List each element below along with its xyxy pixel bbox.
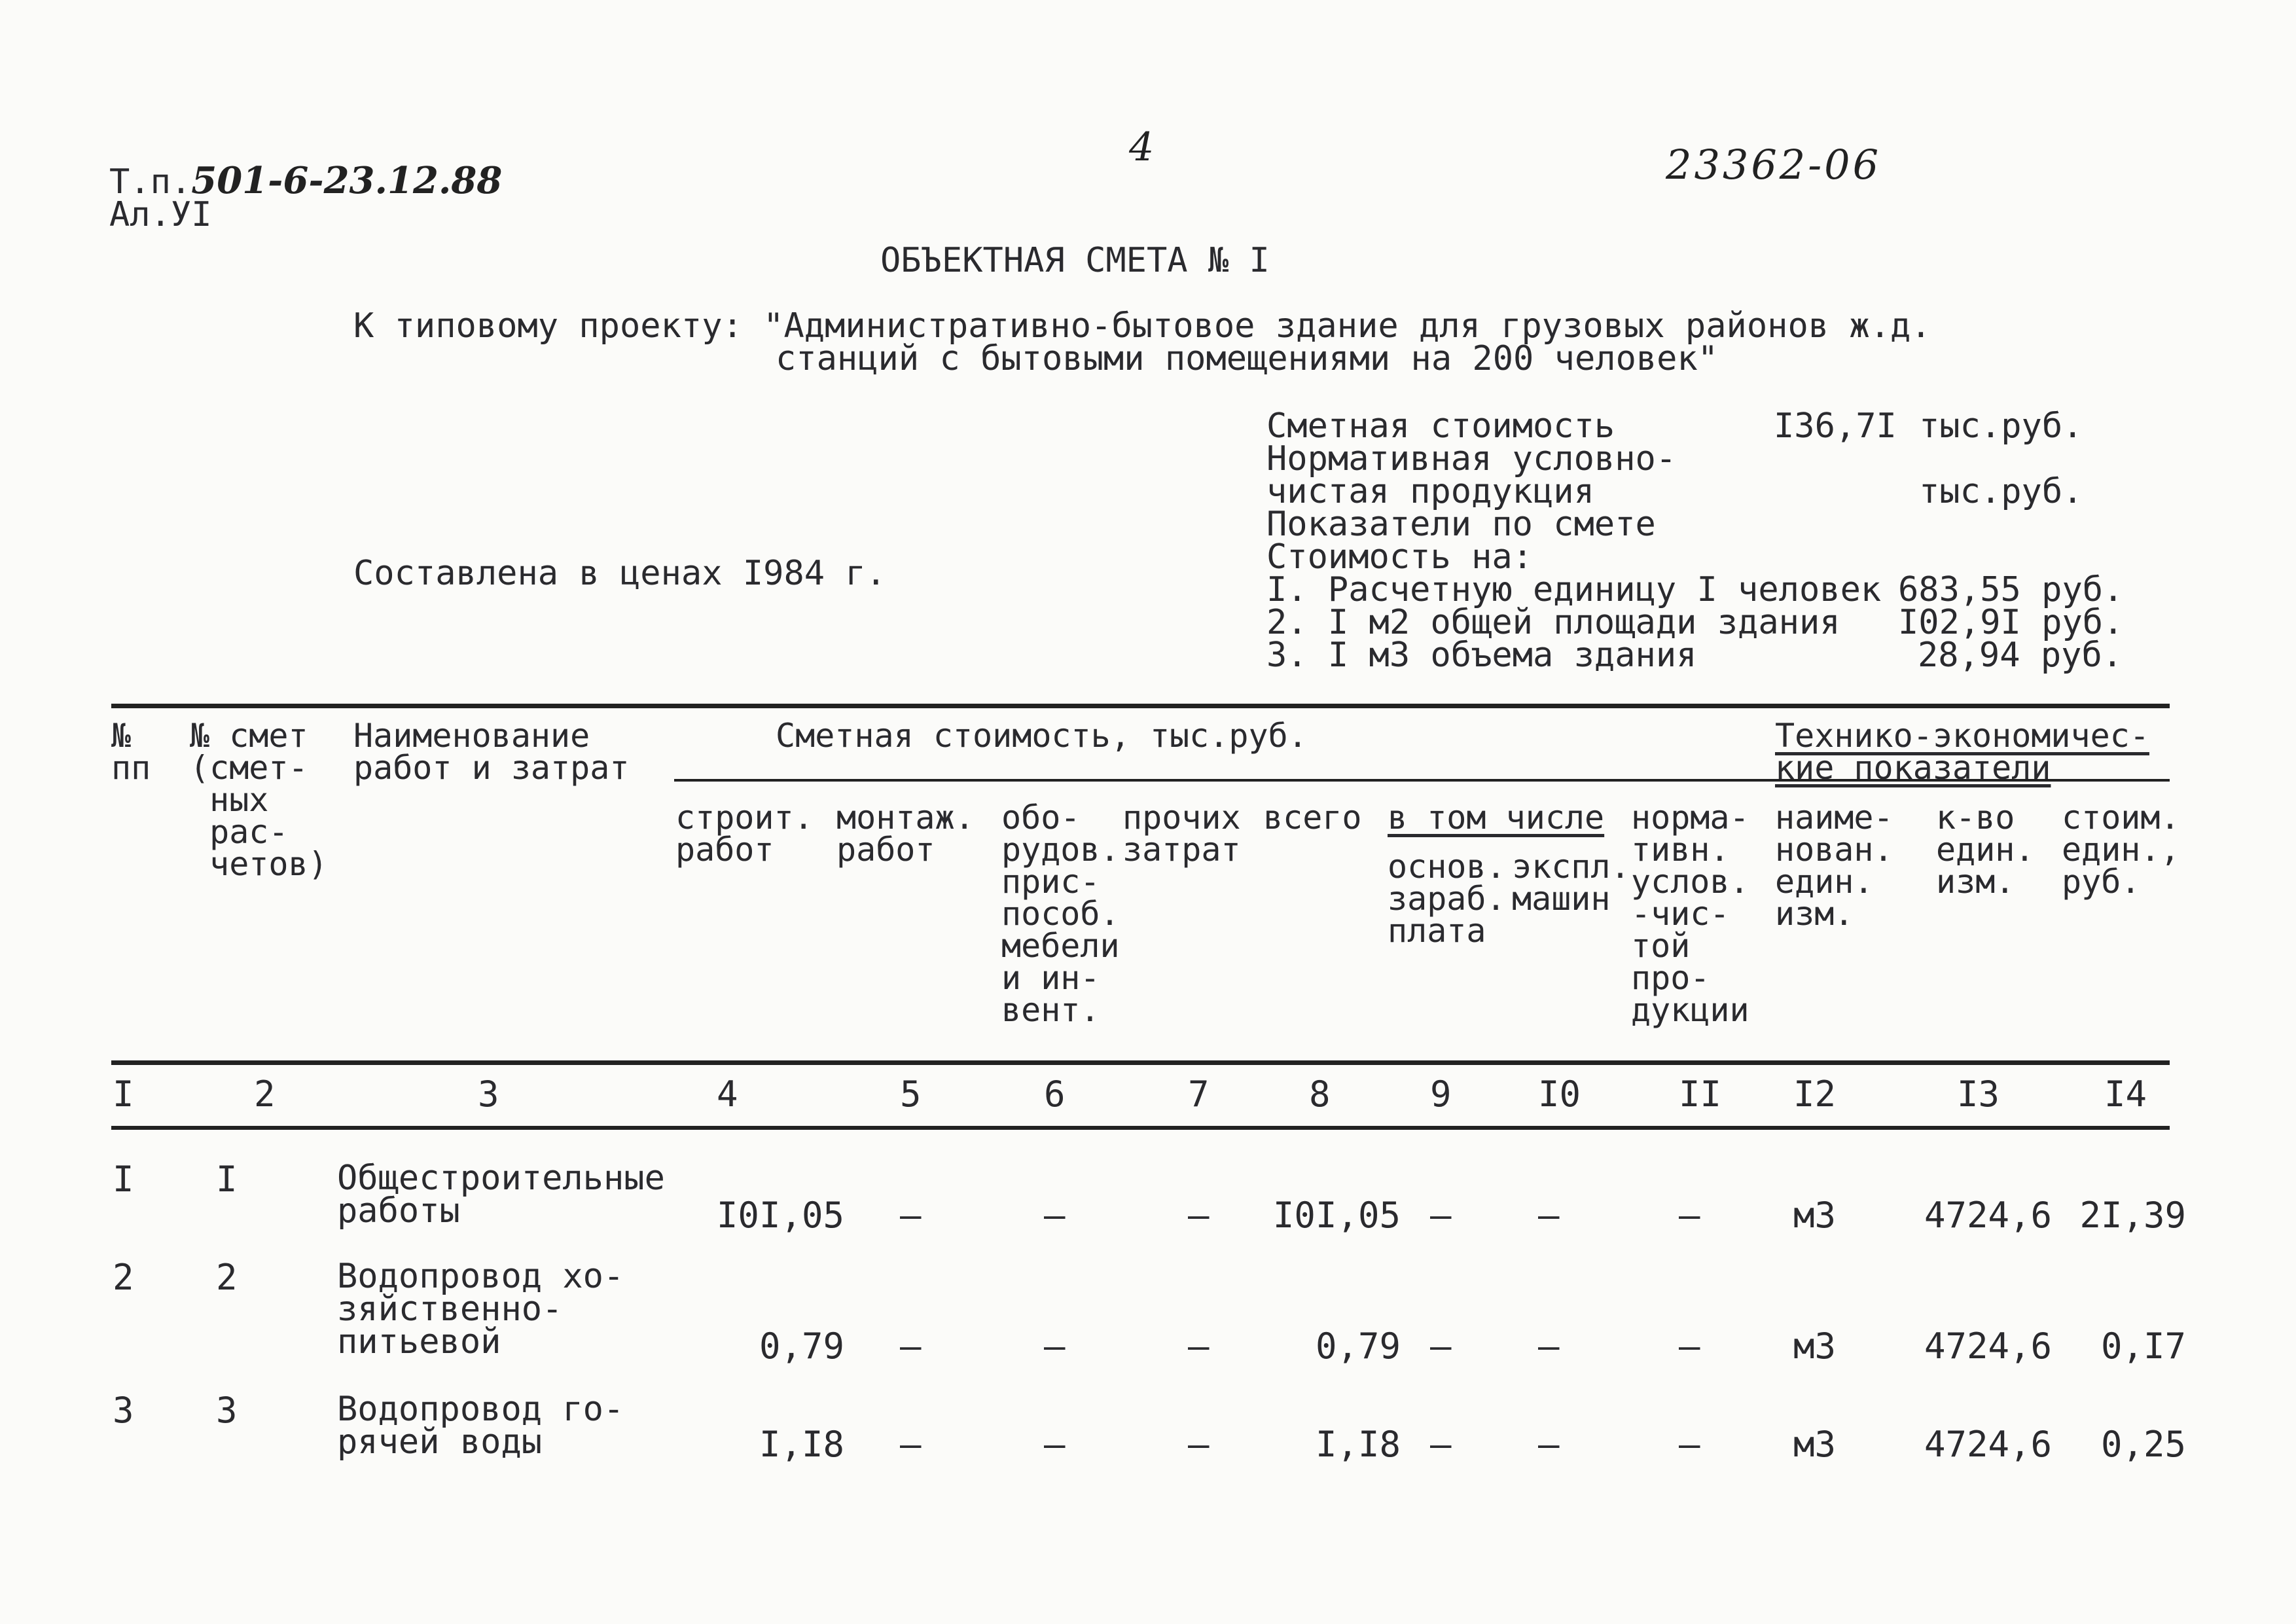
header-net-product: норма- тивн. услов. -чис- той про- дукции xyxy=(1631,799,1749,1029)
cost-label: Сметная стоимость xyxy=(1266,406,1615,446)
row-wages: – xyxy=(1430,1424,1452,1465)
header-pp: № пп xyxy=(111,717,151,787)
row-name: Водопровод хо- зяйственно- питьевой xyxy=(337,1257,624,1362)
indicator-1-label: I. Расчетную единицу I человек xyxy=(1266,570,1882,609)
prices-note: Составлена в ценах I984 г. xyxy=(353,554,886,593)
indicator-2-label: 2. I м2 общей площади здания xyxy=(1266,603,1840,642)
row-unit: м3 xyxy=(1793,1326,1837,1367)
row-unit-cost: 0,25 xyxy=(2100,1424,2186,1465)
header-wages: основ. зараб. плата xyxy=(1388,848,1506,950)
row-other: – xyxy=(1188,1195,1210,1236)
row-equipment: – xyxy=(1044,1195,1066,1236)
row-construction: I0I,05 xyxy=(716,1195,844,1236)
header-other-costs: прочих затрат xyxy=(1122,799,1241,869)
row-pp: I xyxy=(113,1159,134,1200)
row-smeta: 2 xyxy=(216,1257,238,1298)
cost-on-label: Стоимость на: xyxy=(1266,537,1533,577)
header-total: всего xyxy=(1263,799,1362,837)
norm-unit: тыс.руб. xyxy=(1919,472,2083,511)
header-smeta-number: № смет (смет- ных рас- четов) xyxy=(190,717,328,883)
row-other: – xyxy=(1188,1326,1210,1367)
row-construction: I,I8 xyxy=(759,1424,844,1465)
norm-label-1: Нормативная условно- xyxy=(1266,439,1677,478)
table-top-rule xyxy=(111,704,2170,708)
row-wages: – xyxy=(1430,1326,1452,1367)
header-equipment: обо- рудов. прис- пособ. мебели и ин- вент. xyxy=(1001,799,1120,1029)
column-number: I2 xyxy=(1793,1074,1837,1115)
project-line-1: К типовому проекту: "Административно-бытовое здание для грузовых районов ж.д. xyxy=(353,306,1931,346)
row-installation: – xyxy=(900,1424,922,1465)
document-title: ОБЪЕКТНАЯ СМЕТА № I xyxy=(880,241,1270,280)
header-unit-cost: стоим. един., руб. xyxy=(2062,799,2180,901)
project-line-2: станций с бытовыми помещениями на 200 человек" xyxy=(776,339,1719,378)
column-number: 7 xyxy=(1188,1074,1210,1115)
column-number: 6 xyxy=(1044,1074,1066,1115)
row-machines: – xyxy=(1538,1424,1560,1465)
row-total: I0I,05 xyxy=(1272,1195,1401,1236)
column-numbers-rule xyxy=(111,1126,2170,1130)
row-pp: 2 xyxy=(113,1257,134,1298)
cost-unit: тыс.руб. xyxy=(1919,406,2083,446)
column-number: II xyxy=(1679,1074,1722,1115)
norm-label-2: чистая продукция xyxy=(1266,472,1594,511)
row-other: – xyxy=(1188,1424,1210,1465)
header-including: в том числе xyxy=(1388,799,1605,837)
column-number: I0 xyxy=(1538,1074,1581,1115)
header-construction: строит. работ xyxy=(675,799,814,869)
row-smeta: I xyxy=(216,1159,238,1200)
header-cost-group: Сметная стоимость, тыс.руб. xyxy=(776,717,1308,755)
column-number: 2 xyxy=(254,1074,276,1115)
header-work-name: Наименование работ и затрат xyxy=(353,717,630,787)
header-tech-group: Технико-экономичес- кие показатели xyxy=(1775,717,2149,787)
column-number: I4 xyxy=(2104,1074,2147,1115)
row-qty: 4724,6 xyxy=(1924,1195,2053,1236)
row-pp: 3 xyxy=(113,1390,134,1431)
row-unit: м3 xyxy=(1793,1424,1837,1465)
row-wages: – xyxy=(1430,1195,1452,1236)
row-name: Водопровод го- рячей воды xyxy=(337,1390,624,1462)
row-machines: – xyxy=(1538,1326,1560,1367)
header-unit-qty: к-во един. изм. xyxy=(1936,799,2035,901)
header-installation: монтаж. работ xyxy=(836,799,975,869)
column-number: 8 xyxy=(1309,1074,1331,1115)
tp-handwritten-number: 501-6-23.12.88 xyxy=(191,159,503,202)
row-name: Общестроительные работы xyxy=(337,1159,665,1231)
row-qty: 4724,6 xyxy=(1924,1424,2053,1465)
row-installation: – xyxy=(900,1195,922,1236)
header-bottom-rule xyxy=(111,1060,2170,1065)
indicator-1-value: 683,55 руб. xyxy=(1898,570,2124,609)
page-number: 4 xyxy=(1129,124,1155,170)
row-total: I,I8 xyxy=(1315,1424,1401,1465)
tp-prefix: Т.п. xyxy=(109,162,192,202)
row-net-product: – xyxy=(1679,1326,1700,1367)
column-number: 4 xyxy=(717,1074,738,1115)
row-unit-cost: 2I,39 xyxy=(2079,1195,2186,1236)
indicator-3-label: 3. I м3 объема здания xyxy=(1266,636,1697,675)
row-net-product: – xyxy=(1679,1424,1700,1465)
cost-value: I36,7I xyxy=(1774,406,1897,446)
column-number: I xyxy=(113,1074,134,1115)
column-number: 3 xyxy=(478,1074,499,1115)
column-number: 9 xyxy=(1430,1074,1452,1115)
tp-label xyxy=(109,159,503,202)
row-unit-cost: 0,I7 xyxy=(2100,1326,2186,1367)
row-equipment: – xyxy=(1044,1424,1066,1465)
indicators-label: Показатели по смете xyxy=(1266,505,1656,544)
row-total: 0,79 xyxy=(1315,1326,1401,1367)
header-unit-name: наиме- нован. един. изм. xyxy=(1775,799,1893,933)
column-number: I3 xyxy=(1957,1074,2000,1115)
row-net-product: – xyxy=(1679,1195,1700,1236)
column-number: 5 xyxy=(900,1074,922,1115)
row-construction: 0,79 xyxy=(759,1326,844,1367)
row-installation: – xyxy=(900,1326,922,1367)
document-number: 23362-06 xyxy=(1666,141,1882,189)
header-machines: экспл. машин xyxy=(1512,848,1630,918)
row-unit: м3 xyxy=(1793,1195,1837,1236)
indicator-3-value: 28,94 руб. xyxy=(1918,636,2123,675)
album-label: Ал.УI xyxy=(109,195,212,234)
row-qty: 4724,6 xyxy=(1924,1326,2053,1367)
row-machines: – xyxy=(1538,1195,1560,1236)
indicator-2-value: I02,9I руб. xyxy=(1898,603,2124,642)
row-smeta: 3 xyxy=(216,1390,238,1431)
row-equipment: – xyxy=(1044,1326,1066,1367)
